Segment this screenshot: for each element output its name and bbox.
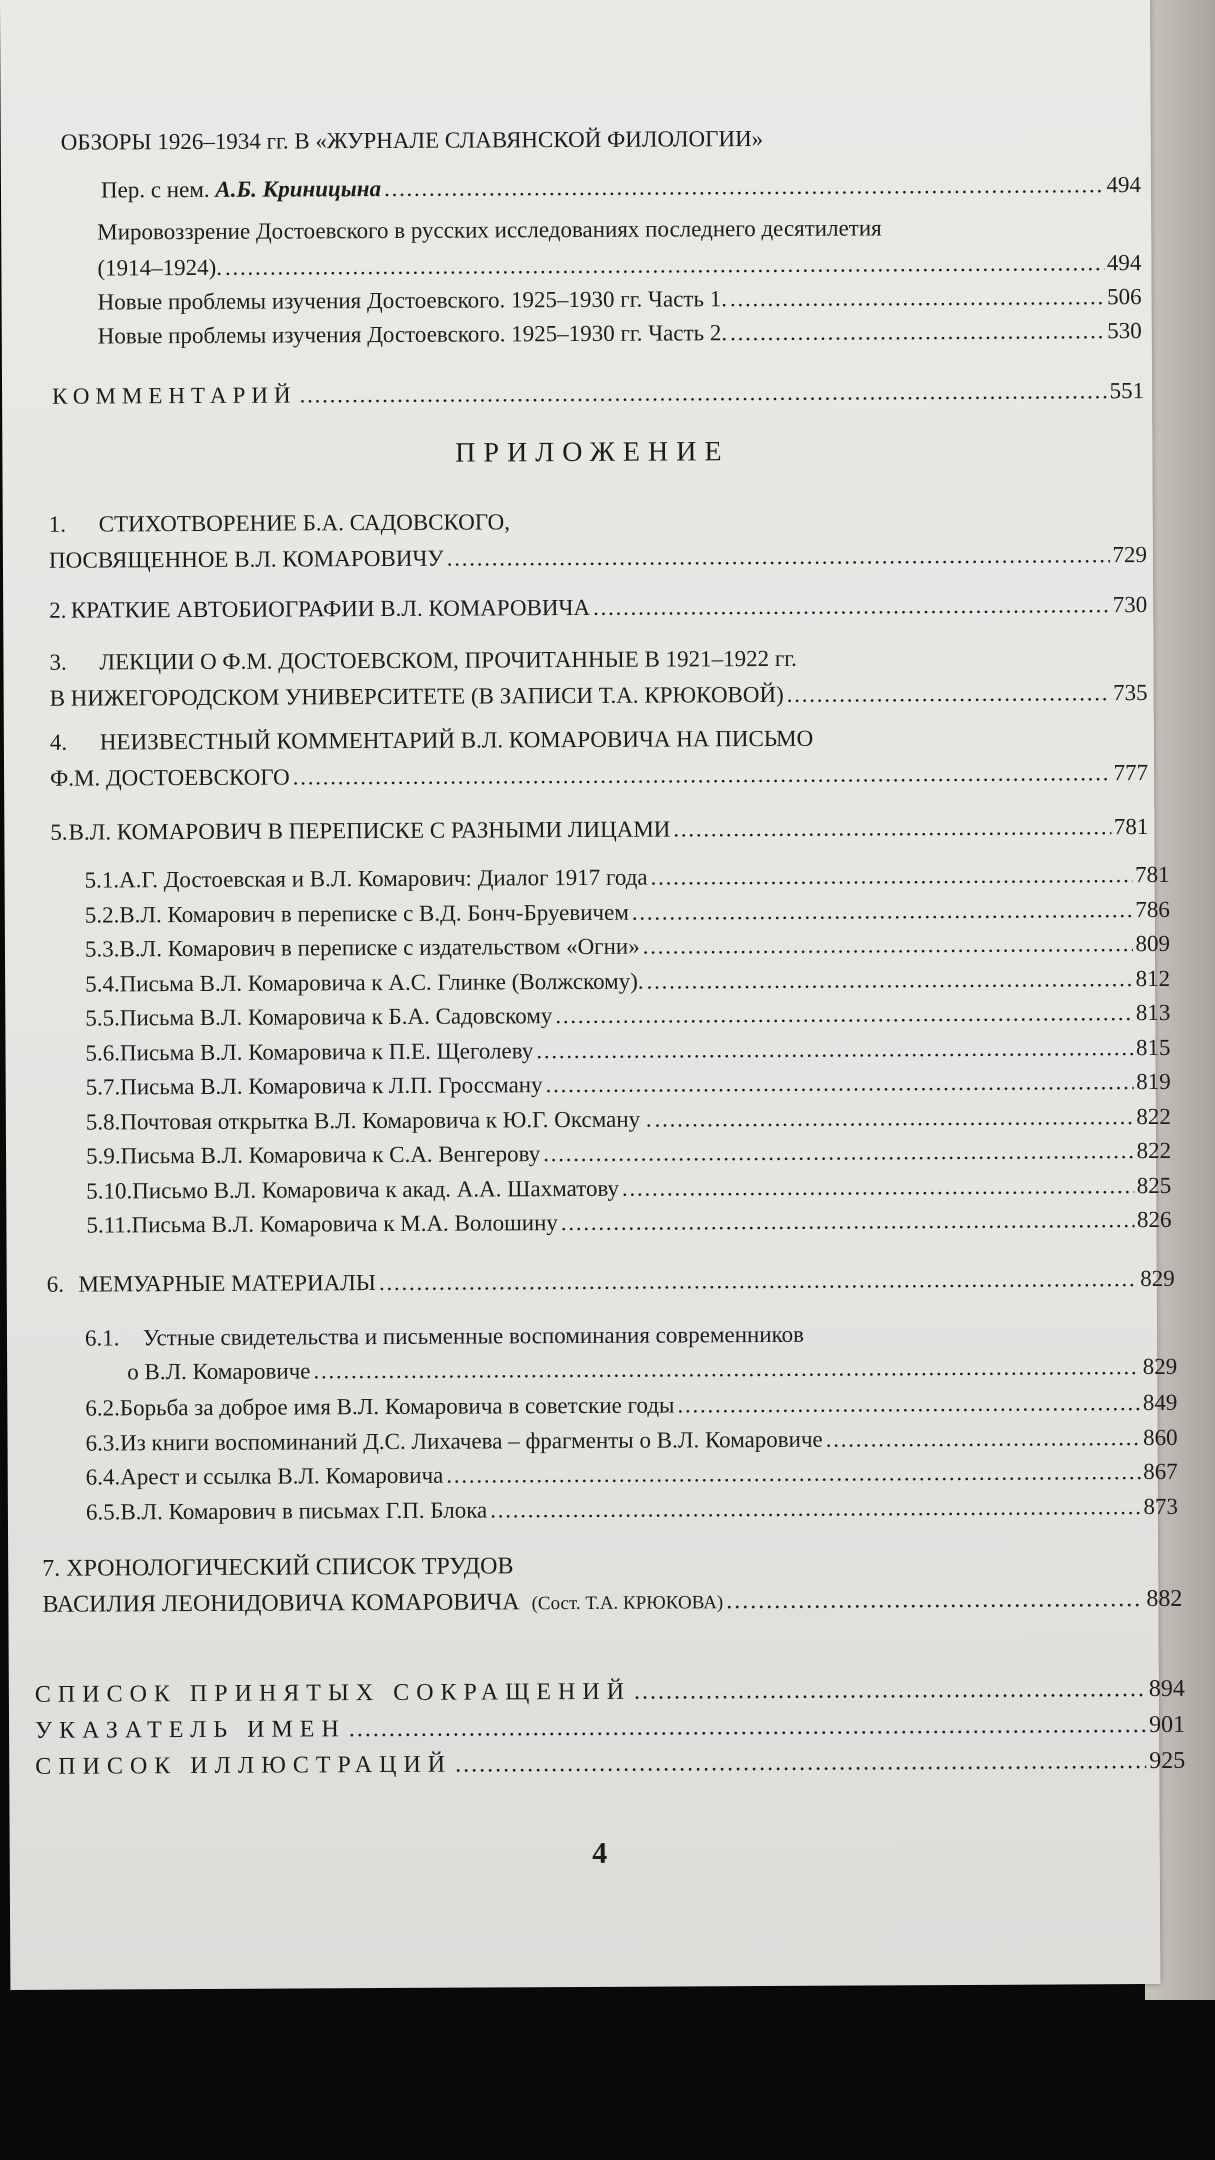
entry-number: 6.1. (84, 1325, 120, 1351)
dot-leader (730, 282, 1104, 314)
toc-entry-sub5-2 (85, 894, 1170, 930)
toc-entry-sub6-2 (85, 1388, 1177, 1424)
toc-entry-illustrations (35, 1746, 1185, 1782)
entry-title: о В.Л. Комаровиче (127, 1358, 311, 1385)
page-ref: 735 (1113, 680, 1148, 706)
toc-entry-commentary (52, 376, 1144, 412)
translator-prefix: Пер. с нем. (100, 176, 210, 203)
dot-leader (787, 678, 1111, 710)
toc-entry-name-index (35, 1710, 1185, 1746)
dot-leader (455, 1746, 1146, 1780)
toc-entry-appendix-6 (47, 1264, 1175, 1300)
entry-title: Из книги воспоминаний Д.С. Лихачева – фрагменты о В.Л. Комаровиче (119, 1426, 823, 1455)
page-ref: 781 (1135, 861, 1170, 888)
entry-note: (Сост. Т.А. КРЮКОВА) (531, 1592, 724, 1615)
page-ref: 494 (1106, 250, 1142, 276)
entry-number: 6.2. (85, 1395, 120, 1421)
page-ref: 849 (1142, 1389, 1178, 1416)
appendix-heading: ПРИЛОЖЕНИЕ (455, 436, 730, 469)
entry-title: В НИЖЕГОРОДСКОМ УНИВЕРСИТЕТЕ (В ЗАПИСИ Т.А. КРЮКОВОЙ) (49, 681, 784, 711)
entry-number: 4. (49, 729, 68, 755)
entry-title: (1914–1924). (97, 254, 223, 281)
toc-entry-appendix-4 (50, 758, 1148, 794)
page-ref: 812 (1135, 965, 1171, 991)
page-ref: 825 (1136, 1172, 1172, 1198)
entry-title: ЛЕКЦИИ О Ф.М. ДОСТОЕВСКОМ, ПРОЧИТАННЫЕ В 1921–1922 гг. (99, 645, 797, 675)
dot-leader (225, 248, 1104, 283)
page-ref: 809 (1135, 930, 1171, 957)
dot-leader (384, 170, 1104, 204)
dot-leader (826, 1423, 1140, 1455)
entry-title: В.Л. КОМАРОВИЧ В ПЕРЕПИСКЕ С РАЗНЫМИ ЛИЦАМИ (68, 816, 671, 845)
toc-entry-sub5-4 (85, 963, 1170, 999)
entry-title: ПОСВЯЩЕННОЕ В.Л. КОМАРОВИЧУ (48, 545, 444, 573)
dot-leader (651, 860, 1133, 893)
page-ref: 867 (1143, 1458, 1178, 1485)
page-ref: 530 (1107, 318, 1142, 344)
translator-name: А.Б. Криницына (215, 176, 382, 202)
entry-title: Письма В.Л. Комаровича к А.С. Глинке (Волжскому). (119, 968, 644, 996)
toc-entry-text: 7. ХРОНОЛОГИЧЕСКИЙ СПИСОК ТРУДОВ (42, 1553, 514, 1582)
toc-entry-new-problems-2 (98, 316, 1142, 351)
entry-title: Устные свидетельства и письменные воспоминания современников (142, 1321, 805, 1351)
entry-number: 6. (46, 1271, 65, 1297)
toc-entry-sub5-6 (85, 1032, 1170, 1068)
entry-title: В.Л. Комарович в письмах Г.П. Блока (120, 1496, 488, 1524)
toc-entry-appendix-3 (50, 678, 1148, 714)
dot-leader (349, 1710, 1146, 1744)
entry-title: Письма В.Л. Комаровича к Б.А. Садовскому (119, 1003, 553, 1031)
toc-entry-appendix-7 (42, 1584, 1182, 1622)
entry-title: КРАТКИЕ АВТОБИОГРАФИИ В.Л. КОМАРОВИЧА (70, 594, 591, 623)
toc-entry-sub5-3 (85, 929, 1170, 965)
dot-leader (730, 316, 1104, 348)
dot-leader (446, 1457, 1140, 1491)
entry-number: 2. (49, 597, 67, 623)
dot-leader (536, 1033, 1133, 1066)
entry-number: 5.7. (85, 1074, 121, 1100)
dot-leader (490, 1492, 1140, 1525)
toc-entry-appendix-5 (50, 812, 1148, 848)
entry-title: СПИСОК ИЛЛЮСТРАЦИЙ (35, 1751, 453, 1780)
entry-title: Почтовая открытка В.Л. Комаровича к Ю.Г. Оксману . (120, 1106, 652, 1134)
entry-title: ВАСИЛИЯ ЛЕОНИДОВИЧА КОМАРОВИЧА (42, 1589, 520, 1618)
reviews-title: ОБЗОРЫ 1926–1934 гг. В «ЖУРНАЛЕ СЛАВЯНСКОЙ ФИЛОЛОГИИ» (60, 126, 764, 155)
page-ref: 777 (1113, 759, 1149, 786)
toc-entry-appendix-2 (49, 590, 1147, 626)
page-ref: 826 (1136, 1206, 1172, 1233)
dot-leader (561, 1205, 1134, 1238)
page-ref: 494 (1106, 172, 1142, 198)
dot-leader (655, 1102, 1134, 1135)
entry-number: 6.5. (85, 1498, 121, 1525)
entry-title: Письмо В.Л. Комаровича к акад. А.А. Шахматову (132, 1175, 620, 1203)
toc-entry-sub6-4 (86, 1457, 1178, 1493)
dot-leader (673, 812, 1111, 844)
dot-leader (545, 1067, 1133, 1100)
toc-entry-sub5-7 (86, 1067, 1171, 1103)
entry-title: Письма В.Л. Комаровича к Л.П. Гроссману (120, 1072, 543, 1100)
dot-leader (543, 1136, 1134, 1169)
page-ref: 860 (1142, 1424, 1178, 1450)
entry-number: 5.11. (86, 1212, 132, 1238)
page-ref: 506 (1107, 284, 1142, 310)
toc-entry-sub6-1 (127, 1352, 1177, 1387)
dot-leader (555, 998, 1133, 1031)
page-ref: 894 (1148, 1675, 1185, 1703)
toc-entry-worldview (97, 248, 1141, 283)
entry-title: В.Л. Комарович в переписке с В.Д. Бонч-Бруевичем (119, 899, 629, 927)
toc-entry-text (85, 1320, 804, 1354)
toc-entry-text (50, 724, 813, 758)
entry-title: В.Л. Комарович в переписке с издательством «Огни» (119, 933, 640, 962)
entry-title: Новые проблемы изучения Достоевского. 1925–1930 гг. Часть 2. (97, 320, 728, 349)
toc-entry-text (49, 507, 510, 539)
page-ref: 786 (1135, 896, 1170, 922)
entry-number: 5.6. (85, 1039, 121, 1066)
toc-entry-translator (101, 170, 1141, 205)
toc-entry-sub5-9 (86, 1136, 1171, 1172)
dot-leader (677, 1388, 1140, 1420)
dot-leader (447, 540, 1110, 573)
page-ref: 819 (1136, 1068, 1171, 1095)
entry-number: 5. (50, 819, 68, 845)
entry-title: УКАЗАТЕЛЬ ИМЕН (34, 1716, 346, 1744)
dot-leader (726, 1584, 1143, 1616)
page-ref: 829 (1140, 1265, 1175, 1292)
toc-entry-sub5-5 (85, 998, 1170, 1034)
entry-number: 5.1. (84, 867, 120, 893)
page-ref: 551 (1109, 378, 1145, 404)
dot-leader (632, 895, 1133, 928)
entry-title: СПИСОК ПРИНЯТЫХ СОКРАЩЕНИЙ (34, 1678, 632, 1708)
toc-entry-sub5-8 (86, 1101, 1171, 1137)
page-ref: 815 (1135, 1034, 1171, 1060)
toc-entry-sub5-11 (86, 1205, 1171, 1241)
page-ref: 729 (1112, 542, 1147, 568)
toc-entry-sub5-1 (85, 860, 1170, 896)
entry-title: СТИХОТВОРЕНИЕ Б.А. САДОВСКОГО, (98, 509, 511, 537)
entry-title: Арест и ссылка В.Л. Комаровича (120, 1462, 444, 1490)
entry-number: 5.3. (84, 936, 120, 962)
toc-entry-new-problems-1 (98, 282, 1142, 317)
entry-number: 1. (48, 511, 67, 537)
entry-title: Письма В.Л. Комаровича к М.А. Волошину (131, 1210, 558, 1238)
page-ref: 901 (1148, 1711, 1186, 1739)
toc-entry-sub5-10 (86, 1170, 1171, 1206)
entry-title: Борьба за доброе имя В.Л. Комаровича в советские годы (119, 1392, 675, 1421)
entry-title: МЕМУАРНЫЕ МАТЕРИАЛЫ (78, 1270, 377, 1297)
page-ref: 822 (1136, 1137, 1172, 1164)
entry-number: 5.4. (85, 970, 120, 997)
entry-title: НЕИЗВЕСТНЫЙ КОММЕНТАРИЙ В.Л. КОМАРОВИЧА НА ПИСЬМО (99, 725, 814, 755)
page-ref: 781 (1113, 813, 1149, 840)
toc-entry-sub6-5 (86, 1491, 1178, 1527)
entry-title: А.Г. Достоевская и В.Л. Комарович: Диалог 1917 года (119, 864, 648, 893)
dot-leader (643, 929, 1133, 962)
toc-entry-sub6-3 (85, 1422, 1177, 1458)
entry-title: Письма В.Л. Комаровича к П.Е. Щеголеву (119, 1037, 534, 1065)
page-ref: 813 (1135, 999, 1171, 1026)
dot-leader (593, 590, 1110, 623)
page-ref: 822 (1136, 1103, 1171, 1129)
entry-number: 5.9. (85, 1143, 121, 1169)
toc-entry-appendix-1 (49, 540, 1147, 576)
entry-number: 5.2. (84, 901, 120, 928)
toc-entry-abbreviations (35, 1674, 1185, 1710)
dot-leader (299, 376, 1106, 410)
entry-number: 6.3. (85, 1429, 121, 1456)
page-ref: 882 (1146, 1585, 1183, 1613)
entry-title: Ф.М. ДОСТОЕВСКОГО (50, 764, 290, 791)
dot-leader (647, 964, 1133, 997)
page-ref: 829 (1142, 1353, 1178, 1380)
dot-leader (379, 1264, 1137, 1298)
entry-number: 5.10. (86, 1177, 133, 1204)
toc-entry-text: Мировоззрение Достоевского в русских исследованиях последнего десятилетия (97, 215, 882, 245)
dot-leader (622, 1171, 1134, 1204)
entry-title: Новые проблемы изучения Достоевского. 1925–1930 гг. Часть 1. (97, 286, 727, 315)
entry-title: КОММЕНТАРИЙ (52, 382, 297, 409)
dot-leader (293, 758, 1111, 792)
entry-title: Письма В.Л. Комаровича к С.А. Венгерову (120, 1141, 541, 1169)
toc-entry-text (49, 644, 797, 678)
entry-number: 6.4. (85, 1464, 121, 1490)
entry-number: 5.5. (85, 1005, 120, 1031)
dot-leader (634, 1674, 1146, 1707)
page-ref: 873 (1143, 1493, 1178, 1519)
page-ref: 925 (1149, 1747, 1186, 1775)
dot-leader (313, 1352, 1139, 1386)
entry-number: 3. (49, 649, 67, 675)
page-ref: 730 (1112, 592, 1148, 618)
page-number: 4 (592, 1836, 608, 1870)
entry-number: 5.8. (85, 1108, 121, 1135)
